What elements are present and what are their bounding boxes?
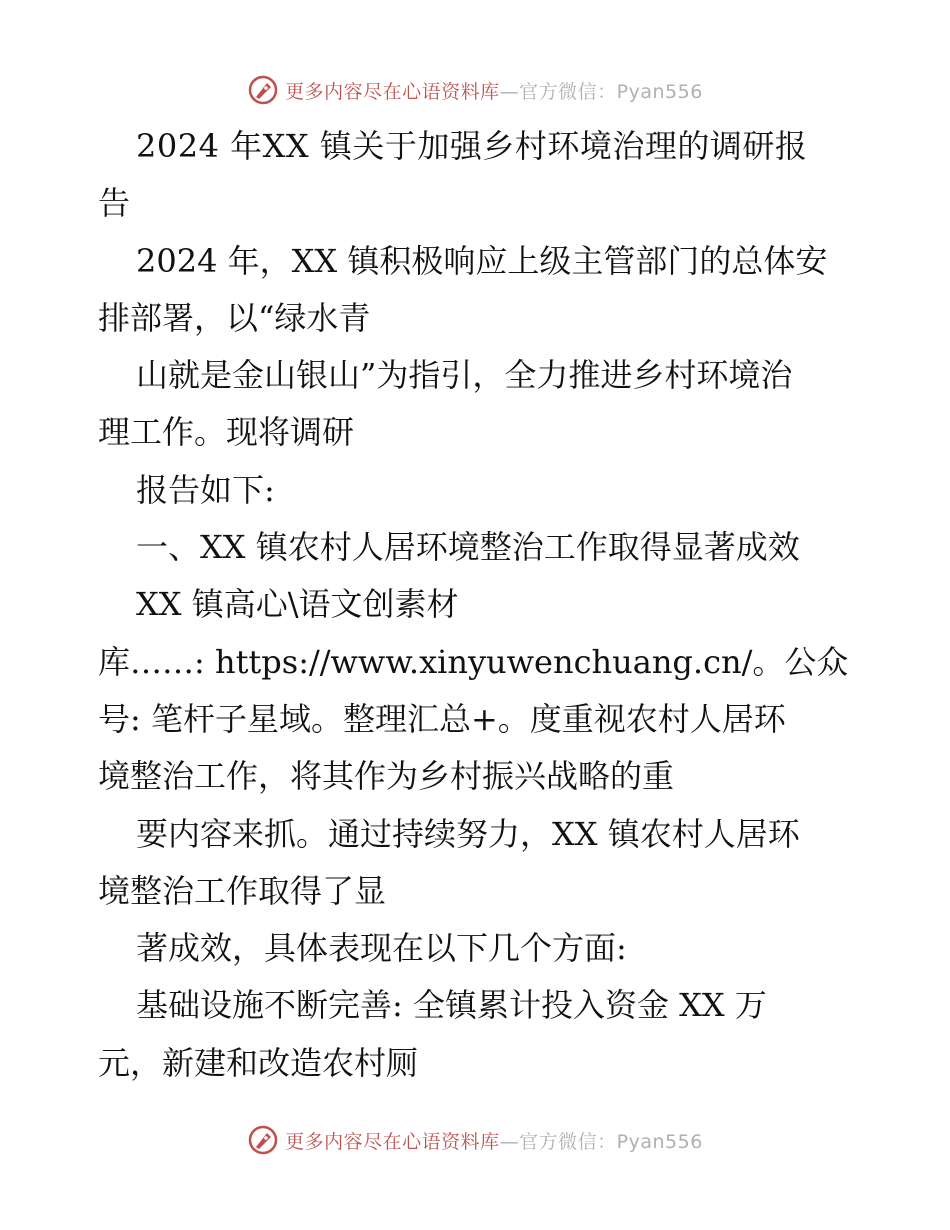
paragraph-line: 号: 笔杆子星域。整理汇总+。度重视农村人居环 (98, 699, 786, 738)
paragraph-line: 著成效，具体表现在以下几个方面: (136, 929, 627, 968)
paragraph-line: 2024 年，XX 镇积极响应上级主管部门的总体安 (136, 241, 828, 280)
paragraph-line: 境整治工作取得了显 (98, 871, 387, 910)
paragraph-line: XX 镇高心\语文创素材 (136, 585, 459, 624)
paragraph-line: 排部署，以“绿水青 (98, 298, 371, 337)
pen-nib-circle-icon (247, 74, 279, 106)
footer-watermark (0, 1120, 950, 1160)
watermark-text: 更多内容尽在心语资料库—官方微信：Pyan556 (285, 1130, 703, 1153)
document-title: 2024 年XX 镇关于加强乡村环境治理的调研报 (136, 127, 808, 165)
document-title-cont: 告 (98, 184, 131, 223)
paragraph-line: 理工作。现将调研 (98, 413, 355, 452)
document-body (98, 118, 858, 1092)
paragraph-line: 基础设施不断完善: 全镇累计投入资金 XX 万 (136, 986, 767, 1025)
paragraph-line: 库……: https://www.xinyuwenchuang.cn/。公众 (98, 642, 849, 681)
paragraph-line: 元，新建和改造农村厕 (98, 1043, 419, 1082)
header-watermark (0, 70, 950, 110)
pen-nib-circle-icon (247, 1124, 279, 1156)
paragraph-line: 境整治工作，将其作为乡村振兴战略的重 (98, 757, 675, 796)
paragraph-line: 要内容来抓。通过持续努力，XX 镇农村人居环 (136, 814, 800, 853)
section-heading: 一、XX 镇农村人居环境整治工作取得显著成效 (136, 528, 800, 567)
watermark-text: 更多内容尽在心语资料库—官方微信：Pyan556 (285, 80, 703, 103)
paragraph-line: 山就是金山银山”为指引，全力推进乡村环境治 (136, 356, 793, 395)
paragraph-line: 报告如下: (136, 470, 275, 509)
